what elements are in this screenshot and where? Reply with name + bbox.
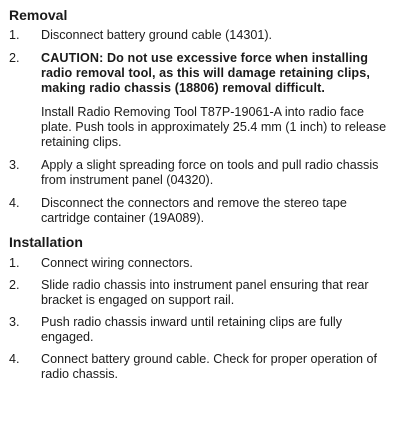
removal-heading: Removal bbox=[9, 7, 68, 23]
step-number: 4. bbox=[9, 196, 20, 210]
step-text: Disconnect the connectors and remove the stereo tape cartridge container (19A089). bbox=[41, 196, 347, 225]
installation-heading: Installation bbox=[9, 234, 83, 250]
removal-step-2 bbox=[9, 51, 392, 150]
installation-step-4 bbox=[9, 352, 392, 382]
step-text: Connect wiring connectors. bbox=[41, 256, 193, 270]
installation-step-3 bbox=[9, 315, 392, 345]
step-text: Apply a slight spreading force on tools and pull radio chassis from instrument panel (04320). bbox=[41, 158, 379, 187]
step-body bbox=[41, 51, 392, 150]
removal-step-4 bbox=[9, 196, 392, 226]
removal-step-3 bbox=[9, 158, 392, 188]
step-text: Disconnect battery ground cable (14301). bbox=[41, 28, 273, 42]
step-text: Slide radio chassis into instrument panel ensuring that rear bracket is engaged on support rail. bbox=[41, 278, 369, 307]
step-number: 1. bbox=[9, 28, 20, 42]
step-number: 4. bbox=[9, 352, 20, 366]
installation-step-2 bbox=[9, 278, 392, 308]
step-text: Install Radio Removing Tool T87P-19061-A into radio face plate. Push tools in approximately 25.4 mm (1 inch) to release retaining clips. bbox=[41, 105, 387, 149]
installation-steps bbox=[9, 256, 392, 382]
step-number: 2. bbox=[9, 51, 20, 65]
caution-note: CAUTION: Do not use excessive force when installing radio removal tool, as this will damage retaining clips, making radio chassis (18806) removal difficult. bbox=[41, 51, 370, 95]
step-text: Push radio chassis inward until retaining clips are fully engaged. bbox=[41, 315, 342, 344]
step-text: Connect battery ground cable. Check for proper operation of radio chassis. bbox=[41, 352, 378, 381]
installation-step-1 bbox=[9, 256, 392, 271]
step-number: 3. bbox=[9, 158, 20, 172]
step-number: 3. bbox=[9, 315, 20, 329]
removal-step-1 bbox=[9, 28, 392, 43]
removal-steps bbox=[9, 28, 392, 226]
step-number: 2. bbox=[9, 278, 20, 292]
step-number: 1. bbox=[9, 256, 20, 270]
